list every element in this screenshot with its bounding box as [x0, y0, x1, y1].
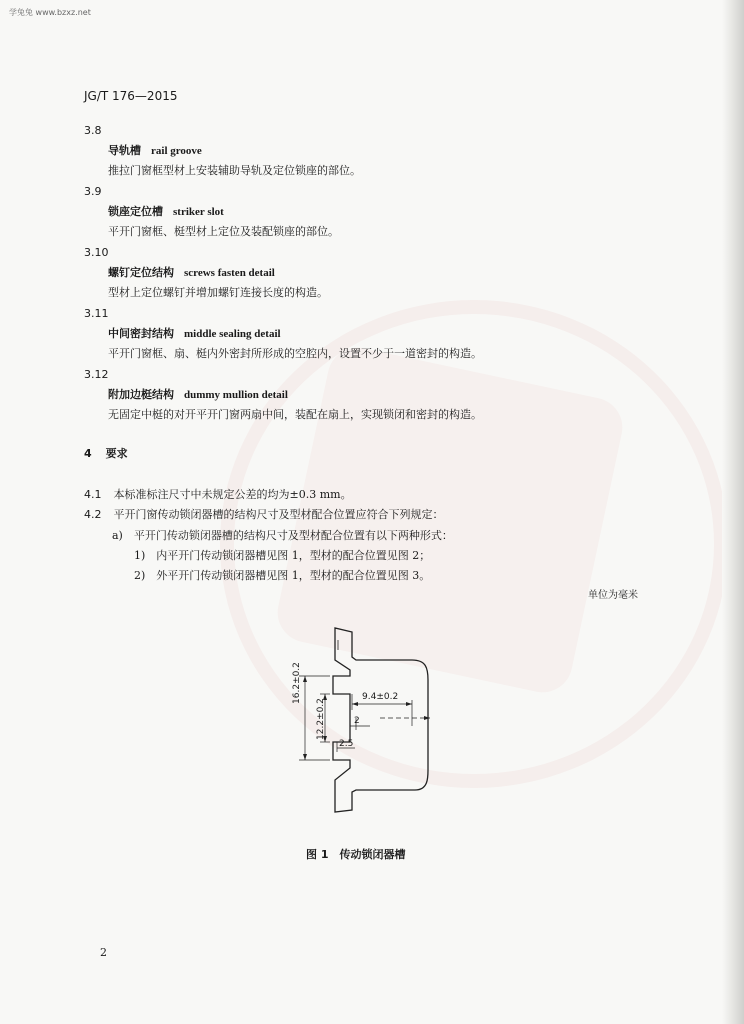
section-title: 要求 [105, 447, 128, 460]
list-item-a: a) 平开门传动锁闭器槽的结构尺寸及型材配合位置有以下两种形式： [112, 529, 453, 542]
page-number: 2 [100, 946, 107, 959]
term-en: middle sealing detail [184, 328, 281, 340]
term-zh: 导轨槽 [108, 144, 141, 157]
clause-description: 无固定中梃的对开平开门窗两扇中间，装配在扇上，实现锁闭和密封的构造。 [108, 408, 482, 421]
term-zh: 中间密封结构 [108, 327, 174, 340]
dim-inner-height: 12.2±0.2 [316, 698, 326, 740]
clause-number: 3.11 [84, 307, 109, 320]
term-en: striker slot [173, 206, 224, 218]
term-en: screws fasten detail [184, 267, 275, 279]
term-zh: 锁座定位槽 [108, 205, 163, 218]
dim-width: 9.4±0.2 [362, 692, 399, 702]
dim-slot: 2 [354, 716, 360, 726]
req-text: 平开门窗传动锁闭器槽的结构尺寸及型材配合位置应符合下列规定： [113, 508, 444, 521]
term-zh: 附加边梃结构 [108, 388, 174, 401]
term-en: dummy mullion detail [184, 389, 288, 401]
term-zh: 螺钉定位结构 [108, 266, 174, 279]
unit-note: 单位为毫米 [588, 590, 638, 601]
figure-caption: 图 1 传动锁闭器槽 [306, 848, 406, 861]
dim-lip: 2.5 [339, 739, 354, 749]
clause-description: 平开门窗框、扇、梃内外密封所形成的空腔内，设置不少于一道密封的构造。 [108, 347, 482, 360]
req-text: 本标准标注尺寸中未规定公差的均为±0.3 mm。 [113, 488, 352, 501]
profile-outline [333, 628, 428, 812]
clause-description: 平开门窗框、梃型材上定位及装配锁座的部位。 [108, 225, 339, 238]
list-item-1: 1) 内平开门传动锁闭器槽见图 1，型材的配合位置见图 2； [134, 549, 431, 562]
watermark: 学兔兔 www.bzxz.net [9, 8, 91, 17]
standard-code-header: JG/T 176—2015 [84, 89, 178, 103]
section-number: 4 [84, 447, 92, 460]
clause-number: 3.9 [84, 185, 102, 198]
list-item-2: 2) 外平开门传动锁闭器槽见图 1，型材的配合位置见图 3。 [134, 569, 431, 582]
clause-description: 型材上定位螺钉并增加螺钉连接长度的构造。 [108, 286, 328, 299]
clause-number: 3.12 [84, 368, 109, 381]
term-en: rail groove [151, 145, 202, 157]
clause-number: 3.10 [84, 246, 109, 259]
req-number: 4.2 [84, 508, 102, 521]
clause-number: 3.8 [84, 124, 102, 137]
dim-total-height: 16.2±0.2 [292, 662, 302, 704]
clause-description: 推拉门窗框型材上安装辅助导轨及定位锁座的部位。 [108, 164, 361, 177]
req-number: 4.1 [84, 488, 102, 501]
